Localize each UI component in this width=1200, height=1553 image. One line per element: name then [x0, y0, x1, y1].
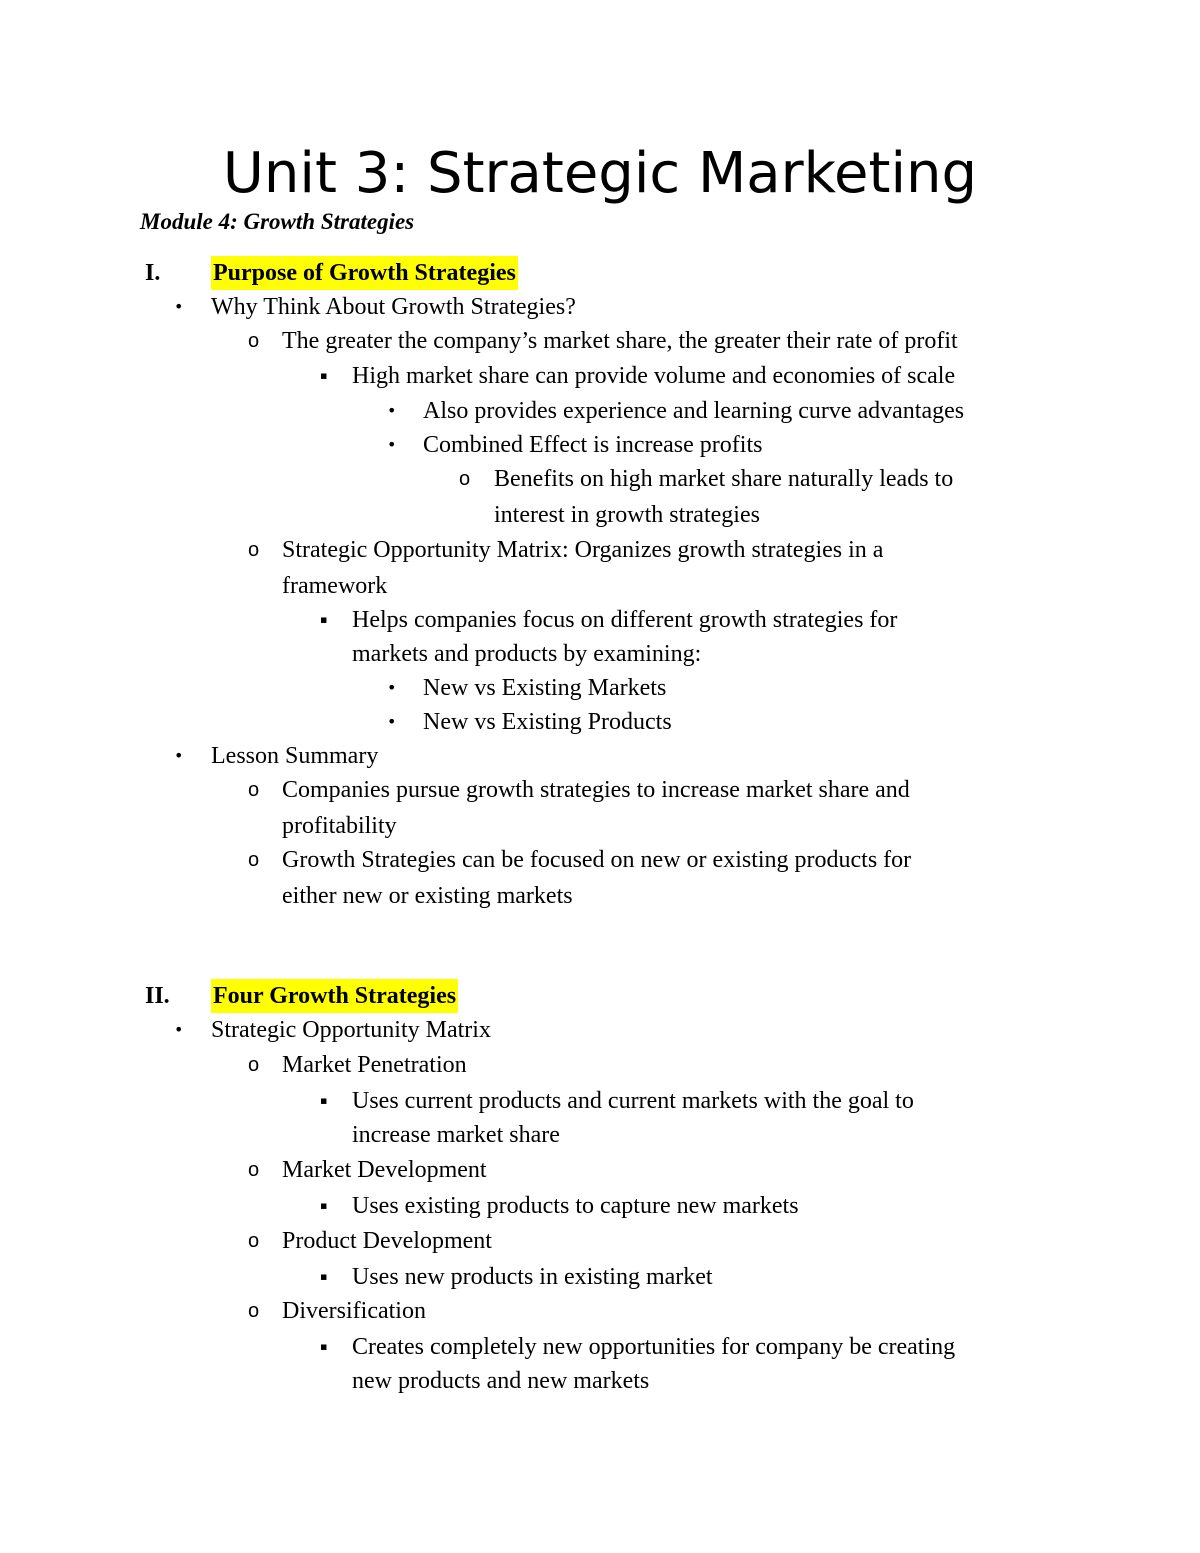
list-item: Also provides experience and learning curve advantages	[423, 398, 965, 424]
list-item-continuation: framework	[282, 573, 388, 599]
list-item: Companies pursue growth strategies to increase market share and	[282, 777, 910, 803]
list-item-continuation: interest in growth strategies	[494, 502, 760, 528]
list-item: Uses existing products to capture new markets	[352, 1193, 799, 1219]
list-item: Why Think About Growth Strategies?	[211, 294, 576, 320]
list-item-continuation: either new or existing markets	[282, 883, 573, 909]
disc-bullet-icon: •	[174, 297, 184, 316]
list-item-continuation: profitability	[282, 813, 397, 839]
circle-bullet-icon: o	[248, 330, 260, 352]
section-heading: Purpose of Growth Strategies	[211, 256, 518, 290]
section-number: II.	[145, 983, 170, 1009]
list-item: High market share can provide volume and economies of scale	[352, 363, 956, 389]
circle-bullet-icon: o	[248, 779, 260, 801]
list-item-continuation: increase market share	[352, 1122, 560, 1148]
circle-bullet-icon: o	[248, 849, 260, 871]
list-item: The greater the company’s market share, the greater their rate of profit	[282, 328, 958, 354]
document-title: Unit 3: Strategic Marketing	[222, 141, 978, 206]
circle-bullet-icon: o	[248, 1300, 260, 1322]
square-bullet-icon: ▪	[320, 1094, 328, 1107]
section-heading: Four Growth Strategies	[211, 979, 458, 1013]
list-item: Growth Strategies can be focused on new or existing products for	[282, 847, 912, 873]
list-item: Market Development	[282, 1157, 487, 1183]
circle-bullet-icon: o	[248, 1230, 260, 1252]
list-item-continuation: new products and new markets	[352, 1368, 650, 1394]
list-item: Combined Effect is increase profits	[423, 432, 763, 458]
list-item: Market Penetration	[282, 1052, 467, 1078]
list-item: Helps companies focus on different growth strategies for	[352, 607, 898, 633]
disc-bullet-icon: •	[387, 678, 397, 697]
list-item: Benefits on high market share naturally leads to	[494, 466, 954, 492]
disc-bullet-icon: •	[174, 1020, 184, 1039]
disc-bullet-icon: •	[174, 746, 184, 765]
list-item: Product Development	[282, 1228, 492, 1254]
list-item: Strategic Opportunity Matrix: Organizes growth strategies in a	[282, 537, 884, 563]
circle-bullet-icon: o	[248, 1159, 260, 1181]
list-item: Uses new products in existing market	[352, 1264, 713, 1290]
list-item: New vs Existing Markets	[423, 675, 667, 701]
square-bullet-icon: ▪	[320, 1340, 328, 1353]
list-item: Diversification	[282, 1298, 426, 1324]
circle-bullet-icon: o	[248, 539, 260, 561]
list-item: Creates completely new opportunities for company be creating	[352, 1334, 956, 1360]
list-item: Uses current products and current markets with the goal to	[352, 1088, 914, 1114]
square-bullet-icon: ▪	[320, 613, 328, 626]
disc-bullet-icon: •	[387, 435, 397, 454]
disc-bullet-icon: •	[387, 712, 397, 731]
square-bullet-icon: ▪	[320, 1199, 328, 1212]
circle-bullet-icon: o	[459, 468, 471, 490]
square-bullet-icon: ▪	[320, 1270, 328, 1283]
list-item: Lesson Summary	[211, 743, 379, 769]
circle-bullet-icon: o	[248, 1054, 260, 1076]
list-item: Strategic Opportunity Matrix	[211, 1017, 491, 1043]
list-item-continuation: markets and products by examining:	[352, 641, 702, 667]
section-number: I.	[145, 260, 161, 286]
list-item: New vs Existing Products	[423, 709, 672, 735]
square-bullet-icon: ▪	[320, 369, 328, 382]
disc-bullet-icon: •	[387, 401, 397, 420]
module-subtitle: Module 4: Growth Strategies	[140, 209, 415, 234]
